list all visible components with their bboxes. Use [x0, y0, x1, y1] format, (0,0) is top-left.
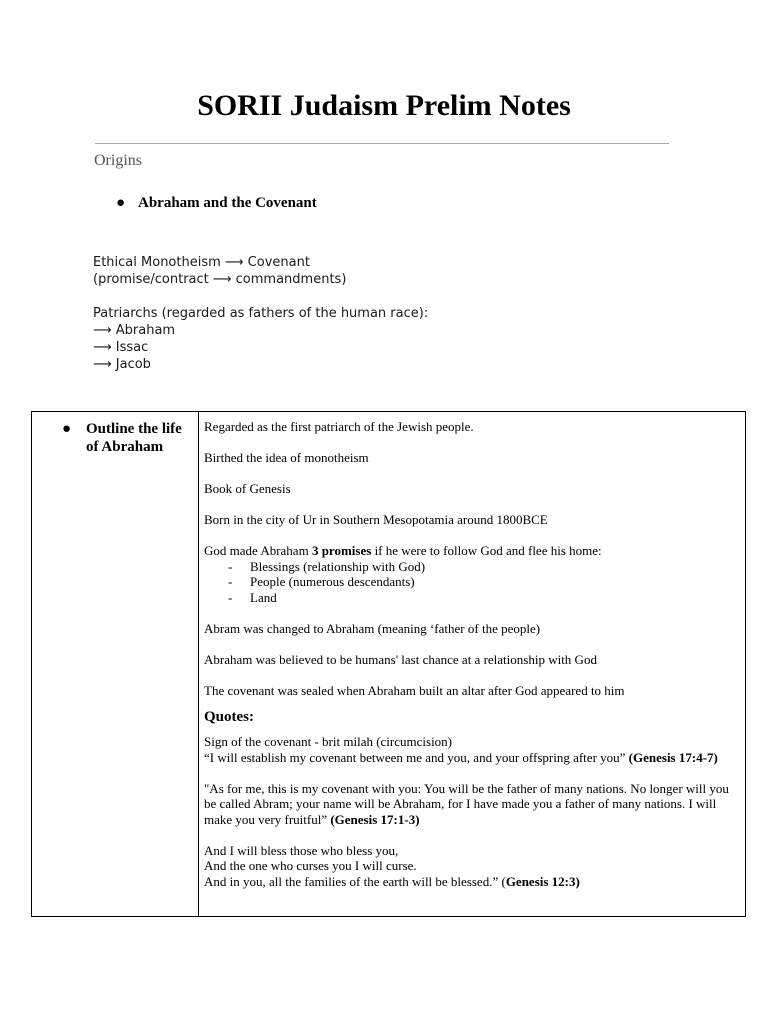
quote-2-text: "As for me, this is my covenant with you: You will be the father of many nations. No longer will you be called Abram; your name will be Abraham, for I have made you a father of many nations. I will make you very fruitful”	[204, 780, 729, 827]
bullet-dot-icon: ●	[116, 195, 126, 211]
quote-1-intro: Sign of the covenant - brit milah (circumcision)	[204, 734, 453, 749]
ethical-line-1: Ethical Monotheism ⟶ Covenant	[93, 255, 310, 270]
outline-label: Outline the life of Abraham	[86, 421, 182, 455]
promise-item	[204, 590, 740, 606]
bullet-dot-icon: ●	[62, 421, 72, 437]
quote-3-line-3	[204, 874, 740, 890]
patriarchs-heading: Patriarchs (regarded as fathers of the human race):	[93, 306, 429, 321]
promise-item	[204, 574, 740, 590]
quotes-heading: Quotes:	[204, 709, 254, 725]
promises-pre: God made Abraham	[204, 543, 312, 558]
patriarchs-block	[93, 305, 428, 373]
promises-intro	[204, 543, 740, 559]
quote-3-text: And in you, all the families of the earth will be blessed.” (	[204, 873, 506, 889]
patriarch-item: ⟶ Issac	[93, 340, 149, 355]
bullet-heading	[116, 194, 317, 212]
promises-post: if he were to follow God and flee his home:	[371, 543, 602, 558]
table-right-cell	[204, 419, 740, 889]
ethical-monotheism-block	[93, 254, 346, 288]
page-title: SORII Judaism Prelim Notes	[197, 89, 571, 122]
fact-birthplace: Born in the city of Ur in Southern Mesopotamia around 1800BCE	[204, 512, 548, 527]
section-heading-origins: Origins	[94, 152, 142, 169]
quote-3-line-2: And the one who curses you I will curse.	[204, 858, 417, 873]
promises-list	[204, 559, 740, 606]
bullet-heading-text: Abraham and the Covenant	[138, 195, 317, 211]
table-column-divider	[198, 412, 199, 916]
fact-book-of-genesis: Book of Genesis	[204, 481, 291, 496]
ethical-line-2: (promise/contract ⟶ commandments)	[93, 272, 347, 287]
title-divider	[95, 143, 669, 144]
patriarch-item: ⟶ Abraham	[93, 323, 176, 338]
quote-3-line-1: And I will bless those who bless you,	[204, 842, 399, 858]
quote-1	[204, 750, 740, 766]
fact-last-chance: Abraham was believed to be humans' last chance at a relationship with God	[204, 651, 597, 667]
outline-table	[31, 411, 746, 917]
quote-1-text: “I will establish my covenant between me and you, and your offspring after you”	[204, 749, 629, 765]
quote-3-citation: Genesis 12:3)	[505, 873, 580, 889]
dash-bullet-icon: -	[228, 589, 233, 605]
quote-1-citation: (Genesis 17:4-7)	[628, 749, 718, 765]
fact-name-change: Abram was changed to Abraham (meaning ‘father of the people)	[204, 620, 541, 636]
fact-covenant-sealed: The covenant was sealed when Abraham built an altar after God appeared to him	[204, 682, 625, 698]
fact-first-patriarch: Regarded as the first patriarch of the Jewish people.	[204, 419, 474, 434]
quote-2	[204, 781, 740, 828]
promise-item-text: Blessings (relationship with God)	[250, 558, 426, 574]
fact-monotheism: Birthed the idea of monotheism	[204, 450, 369, 465]
promise-item	[204, 559, 740, 575]
promise-item-text: Land	[250, 589, 277, 605]
quote-2-citation: (Genesis 17:1-3)	[330, 811, 420, 827]
promise-item-text: People (numerous descendants)	[250, 574, 415, 589]
patriarch-item: ⟶ Jacob	[93, 357, 151, 372]
promises-bold: 3 promises	[311, 543, 372, 558]
dash-bullet-icon: -	[228, 574, 233, 589]
dash-bullet-icon: -	[228, 558, 233, 574]
